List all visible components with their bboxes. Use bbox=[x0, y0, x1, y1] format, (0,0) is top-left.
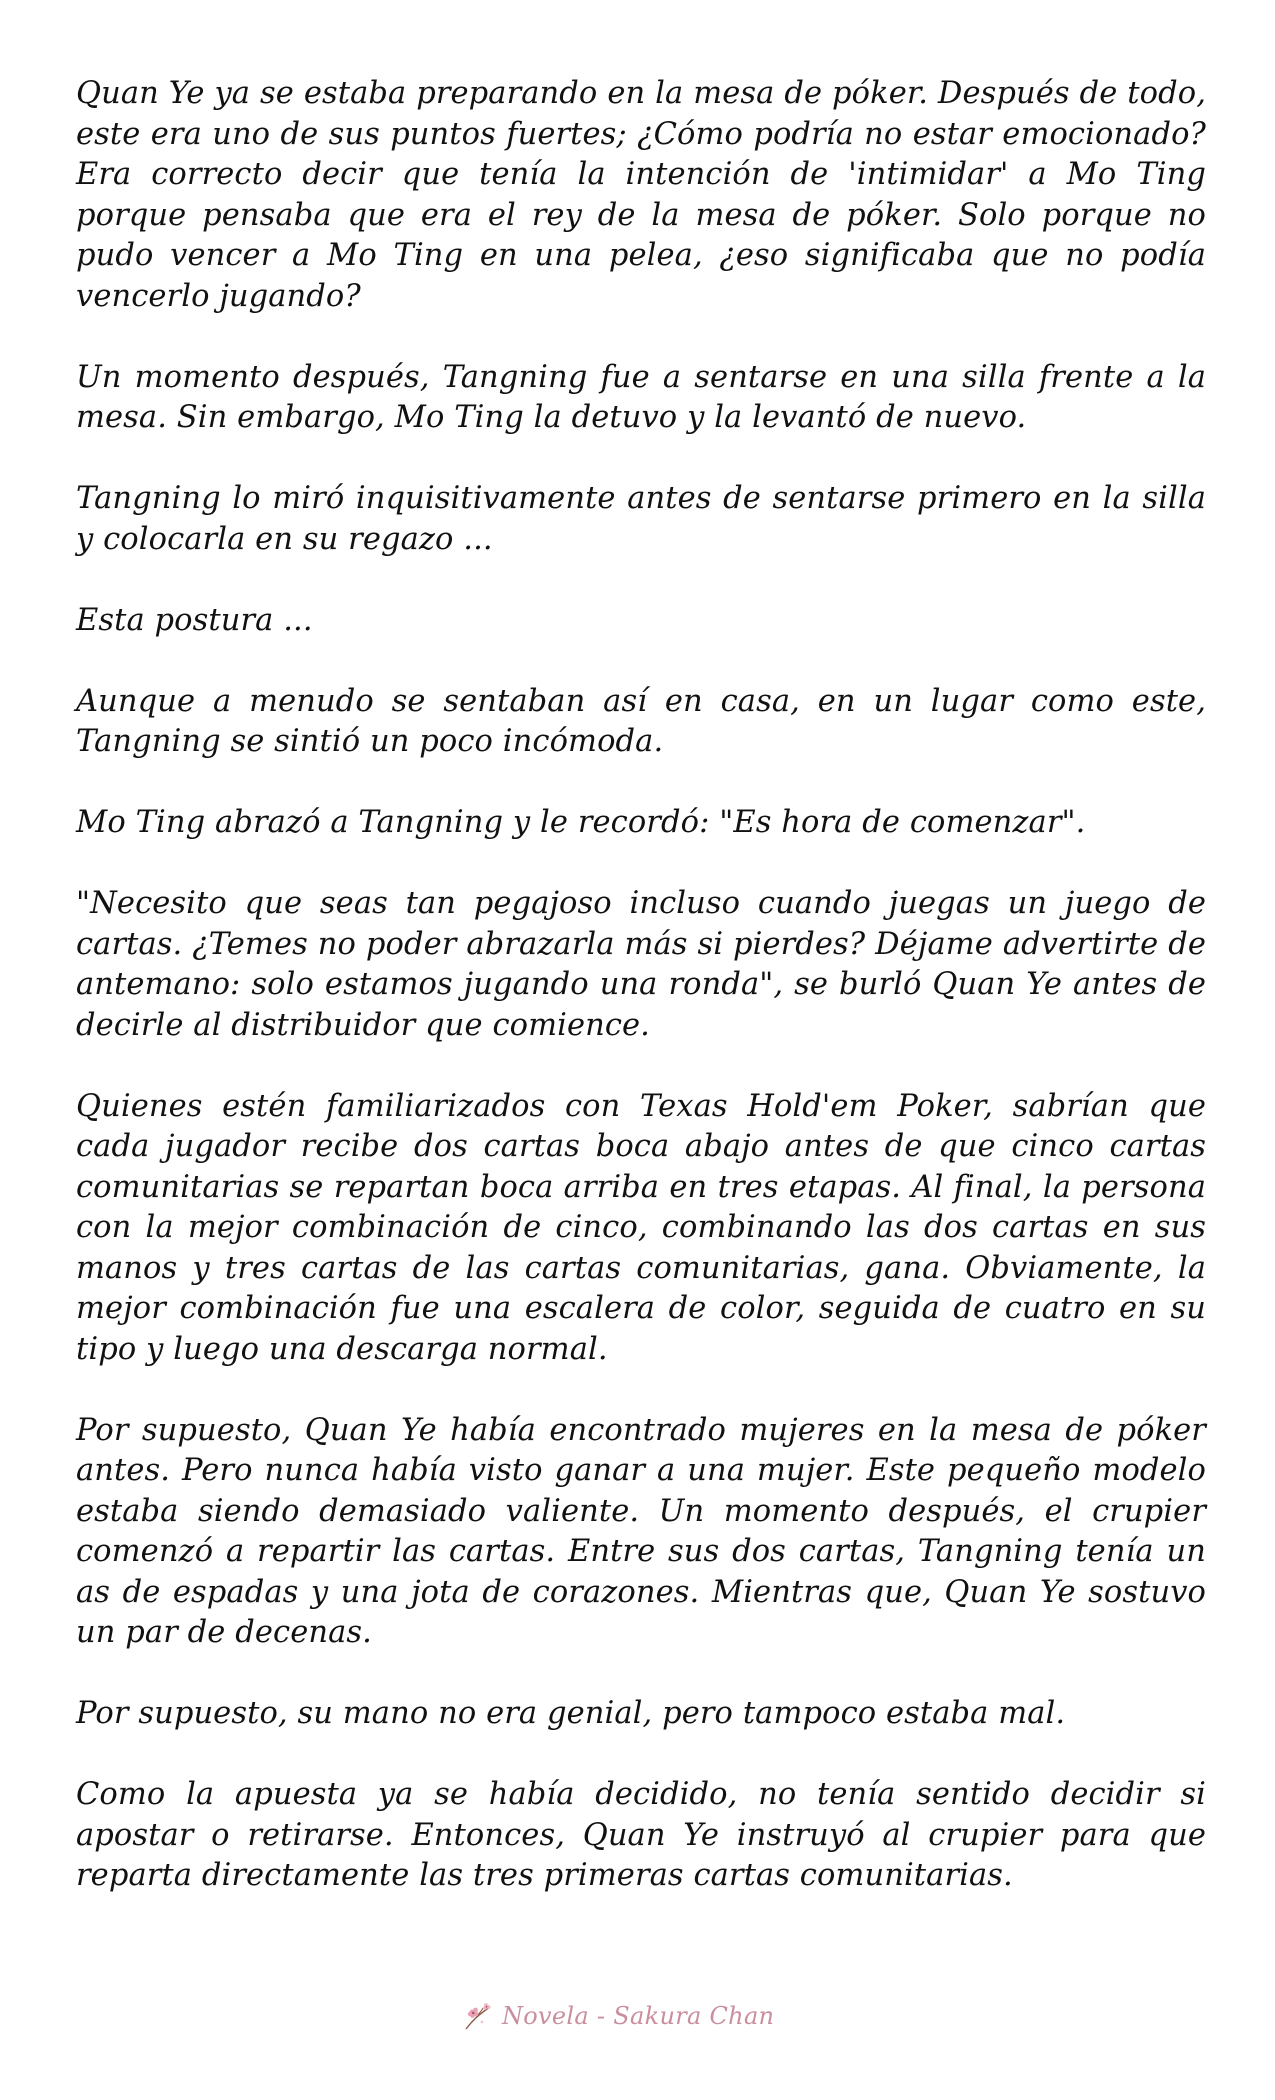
cherry-blossom-icon bbox=[462, 1999, 496, 2033]
chapter-text bbox=[76, 74, 1206, 1937]
watermark-text: Novela - Sakura Chan bbox=[502, 2002, 775, 2030]
paragraph-6: Mo Ting abrazó a Tangning y le recordó: "Es hora de comenzar". bbox=[76, 805, 1086, 840]
paragraph-7: "Necesito que seas tan pegajoso incluso cuando juegas un juego de cartas. ¿Temes no poder abrazarla más si pierdes? Déjame advertirte de antemano: solo estamos jugando una ronda", se burló Quan Ye antes de decirle al distribuidor que comience. bbox=[76, 886, 1206, 1043]
paragraph-1: Quan Ye ya se estaba preparando en la mesa de póker. Después de todo, este era uno de sus puntos fuertes; ¿Cómo podría no estar emocionado? Era correcto decir que tenía la intención de 'intimidar' a Mo Ting porque pensaba que era el rey de la mesa de póker. Solo porque no pudo vencer a Mo Ting en una pelea, ¿eso significaba que no podía vencerlo jugando? bbox=[76, 76, 1206, 314]
paragraph-10: Por supuesto, su mano no era genial, pero tampoco estaba mal. bbox=[76, 1696, 1066, 1731]
paragraph-8: Quienes estén familiarizados con Texas Hold'em Poker, sabrían que cada jugador recibe dos cartas boca abajo antes de que cinco cartas comunitarias se repartan boca arriba en tres etapas. Al final, la persona con la mejor combinación de cinco, combinando las dos cartas en sus manos y tres cartas de las cartas comunitarias, gana. Obviamente, la mejor combinación fue una escalera de color, seguida de cuatro en su tipo y luego una descarga normal. bbox=[76, 1088, 1206, 1367]
paragraph-3: Tangning lo miró inquisitivamente antes de sentarse primero en la silla y colocarla en su regazo ... bbox=[76, 481, 1206, 557]
paragraph-11: Como la apuesta ya se había decidido, no tenía sentido decidir si apostar o retirarse. Entonces, Quan Ye instruyó al crupier para que reparta directamente las tres primeras cartas comunitarias. bbox=[76, 1777, 1206, 1893]
paragraph-5: Aunque a menudo se sentaban así en casa, en un lugar como este, Tangning se sintió un poco incómoda. bbox=[76, 683, 1206, 759]
paragraph-2: Un momento después, Tangning fue a sentarse en una silla frente a la mesa. Sin embargo, Mo Ting la detuvo y la levantó de nuevo. bbox=[76, 359, 1206, 435]
paragraph-9: Por supuesto, Quan Ye había encontrado mujeres en la mesa de póker antes. Pero nunca había visto ganar a una mujer. Este pequeño modelo estaba siendo demasiado valiente. Un momento después, el crupier comenzó a repartir las cartas. Entre sus dos cartas, Tangning tenía un as de espadas y una jota de corazones. Mientras que, Quan Ye sostuvo un par de decenas. bbox=[76, 1412, 1206, 1650]
paragraph-4: Esta postura ... bbox=[76, 602, 313, 638]
watermark bbox=[462, 1996, 774, 2036]
